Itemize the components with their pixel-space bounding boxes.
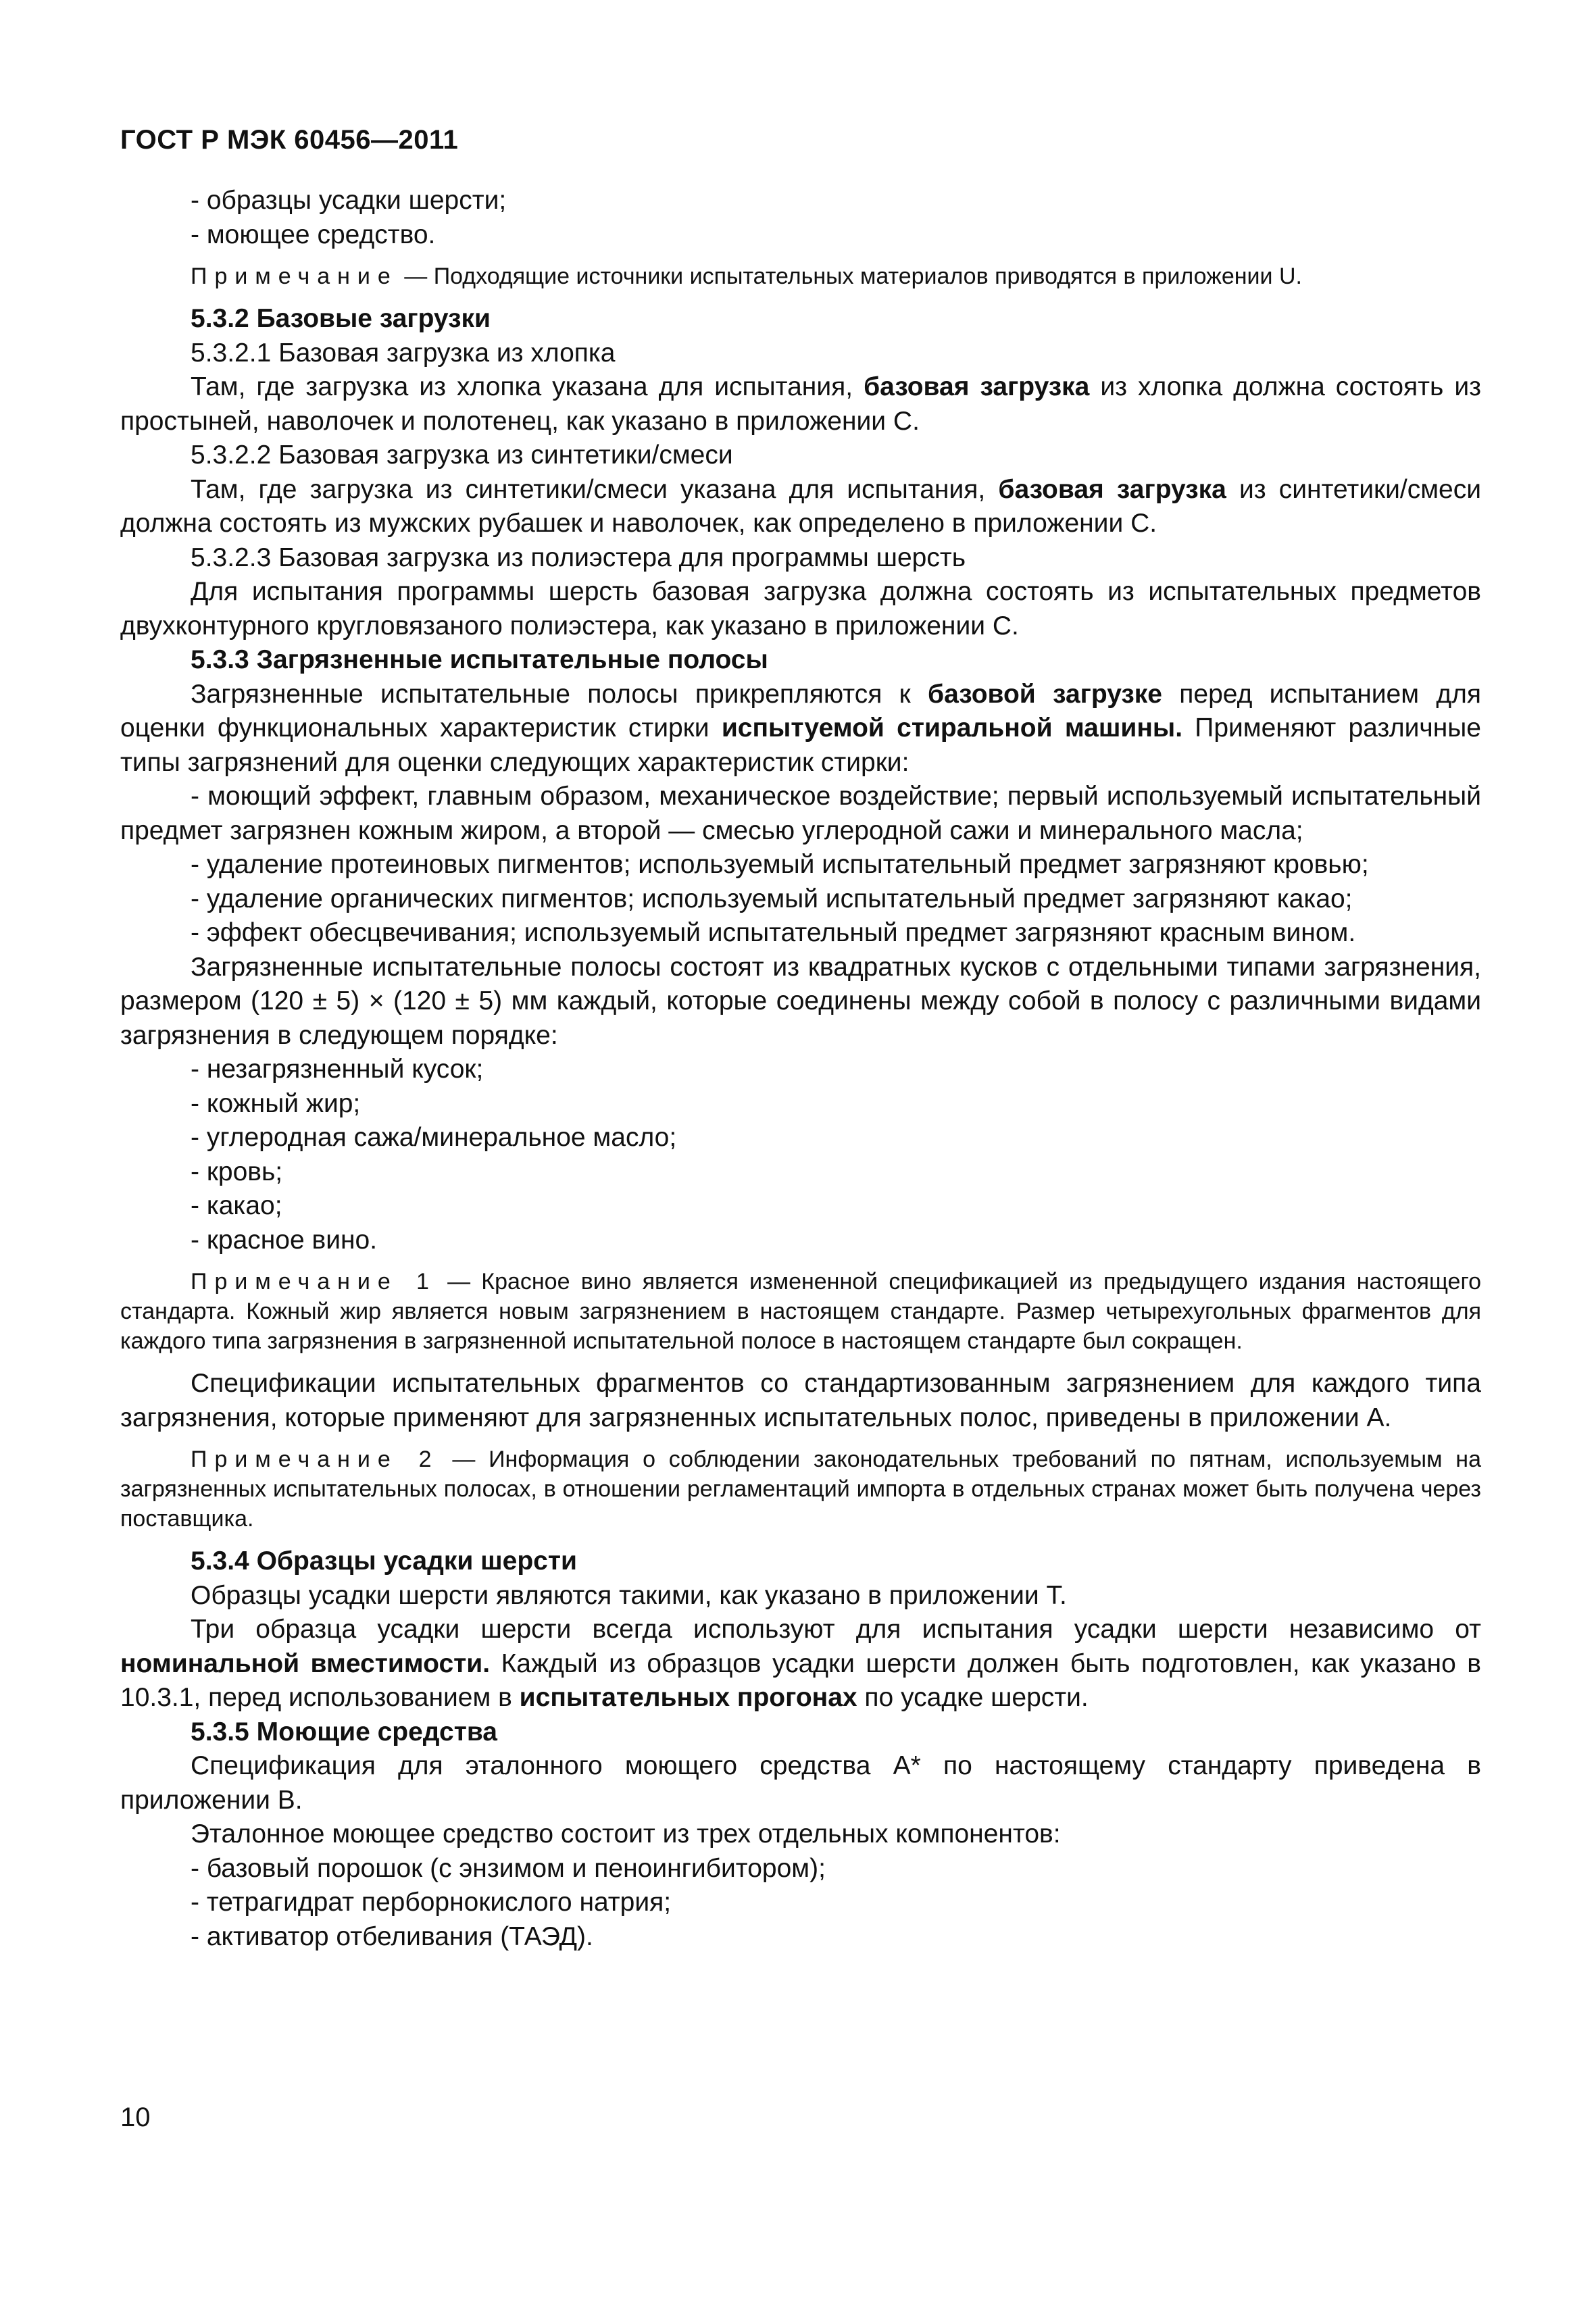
- subsection-heading: 5.3.2.2 Базовая загрузка из синтетики/смеси: [191, 441, 733, 470]
- list-item: - базовый порошок (с энзимом и пеноингибитором);: [191, 1853, 826, 1883]
- paragraph: Для испытания программы шерсть базовая загрузка должна состоять из испытательных предметов двухконтурного кругловязаного полиэстера, как указано в приложении С.: [120, 577, 1481, 640]
- text-run: перед испытанием для оценки функциональных характеристик стирки: [120, 679, 1481, 743]
- term-bold: базовой загрузке: [928, 679, 1162, 709]
- note-label: Примечание 1: [191, 1269, 437, 1294]
- text-run: из синтетики/смеси должна состоять из мужских рубашек и наволочек, как определено в приложении С.: [120, 474, 1482, 538]
- paragraph: [120, 370, 1481, 438]
- list-item: - незагрязненный кусок;: [191, 1055, 484, 1084]
- paragraph: [120, 473, 1481, 541]
- text-run: Там, где загрузка из хлопка указана для испытания,: [191, 372, 864, 401]
- list-item: - какао;: [191, 1191, 282, 1220]
- paragraph: Спецификации испытательных фрагментов со стандартизованным загрязнением для каждого типа загрязнения, которые применяют для загрязненных испытательных полос, приведены в приложении А.: [120, 1369, 1481, 1432]
- note-text: — Красное вино является измененной спецификацией из предыдущего издания настоящего стандарта. Кожный жир является новым загрязнением в настоящем стандарте. Размер четырехугольных фрагментов для каждого типа загрязнения в загрязненной испытательной полосе в настоящем стандарте был сокращен.: [120, 1269, 1482, 1354]
- text-run: Три образца усадки шерсти всегда используют для испытания усадки шерсти независимо от: [191, 1615, 1481, 1644]
- term-bold: базовая загрузка: [998, 474, 1226, 504]
- note-label: Примечание 2: [191, 1447, 439, 1472]
- section-heading: 5.3.3 Загрязненные испытательные полосы: [191, 645, 768, 674]
- list-item: - удаление протеиновых пигментов; используемый испытательный предмет загрязняют кровью;: [191, 850, 1369, 879]
- list-item: - образцы усадки шерсти;: [191, 186, 507, 215]
- list-item: - моющий эффект, главным образом, механическое воздействие; первый используемый испытательный предмет загрязнен кожным жиром, а второй — смесью углеродной сажи и минерального масла;: [120, 782, 1481, 845]
- subsection-heading: 5.3.2.3 Базовая загрузка из полиэстера для программы шерсть: [191, 543, 966, 572]
- term-bold: испытательных прогонах: [519, 1683, 857, 1712]
- list-item: - эффект обесцвечивания; используемый испытательный предмет загрязняют красным вином.: [191, 918, 1356, 947]
- term-bold: номинальной вместимости.: [120, 1649, 491, 1678]
- list-item: - кровь;: [191, 1157, 283, 1186]
- list-item: - углеродная сажа/минеральное масло;: [191, 1123, 677, 1152]
- paragraph: Спецификация для эталонного моющего средства А* по настоящему стандарту приведена в приложении В.: [120, 1751, 1481, 1815]
- paragraph: Образцы усадки шерсти являются такими, как указано в приложении Т.: [191, 1580, 1067, 1610]
- document-page: [120, 125, 1481, 1954]
- note-text: — Информация о соблюдении законодательных требований по пятнам, используемым на загрязненных испытательных полосах, в отношении регламентаций импорта в отдельных странах может быть получена через поставщика.: [120, 1447, 1481, 1532]
- list-item: - моющее средство.: [191, 220, 436, 249]
- term-bold: базовая загрузка: [864, 372, 1090, 401]
- paragraph: [120, 678, 1481, 780]
- note-text: — Подходящие источники испытательных материалов приводятся в приложении U.: [397, 263, 1302, 289]
- text-run: Загрязненные испытательные полосы прикрепляются к: [191, 679, 928, 709]
- note: [120, 261, 1481, 291]
- note: [120, 1267, 1481, 1356]
- subsection-heading: 5.3.2.1 Базовая загрузка из хлопка: [191, 338, 616, 368]
- text-run: по усадке шерсти.: [857, 1683, 1089, 1712]
- section-heading: 5.3.5 Моющие средства: [191, 1717, 497, 1746]
- page-number: 10: [120, 2103, 151, 2132]
- paragraph: Эталонное моющее средство состоит из трех отдельных компонентов:: [191, 1819, 1061, 1848]
- list-item: - тетрагидрат перборнокислого натрия;: [191, 1888, 672, 1917]
- list-item: - активатор отбеливания (ТАЭД).: [191, 1921, 593, 1951]
- list-item: - кожный жир;: [191, 1088, 361, 1118]
- term-bold: испытуемой стиральной машины.: [721, 713, 1183, 743]
- section-heading: 5.3.2 Базовые загрузки: [191, 304, 491, 333]
- document-header: ГОСТ Р МЭК 60456—2011: [120, 125, 459, 155]
- text-run: Применяют различные типы загрязнений для оценки следующих характеристик стирки:: [120, 713, 1481, 777]
- paragraph: [120, 1613, 1481, 1715]
- text-run: Каждый из образцов усадки шерсти должен быть подготовлен, как указано в 10.3.1, перед использованием в: [120, 1649, 1482, 1712]
- text-run: из хлопка должна состоять из простыней, наволочек и полотенец, как указано в приложении С.: [120, 372, 1482, 436]
- text-run: Там, где загрузка из синтетики/смеси указана для испытания,: [191, 474, 999, 504]
- paragraph: Загрязненные испытательные полосы состоят из квадратных кусков с отдельными типами загрязнения, размером (120 ± 5) × (120 ± 5) мм каждый, которые соединены между собой в полосу с различными видами загрязнения в следующем порядке:: [120, 952, 1481, 1050]
- section-heading: 5.3.4 Образцы усадки шерсти: [191, 1546, 577, 1576]
- list-item: - красное вино.: [191, 1225, 378, 1255]
- list-item: - удаление органических пигментов; используемый испытательный предмет загрязняют какао;: [191, 884, 1353, 913]
- note-label: Примечание: [191, 263, 398, 289]
- note: [120, 1444, 1481, 1534]
